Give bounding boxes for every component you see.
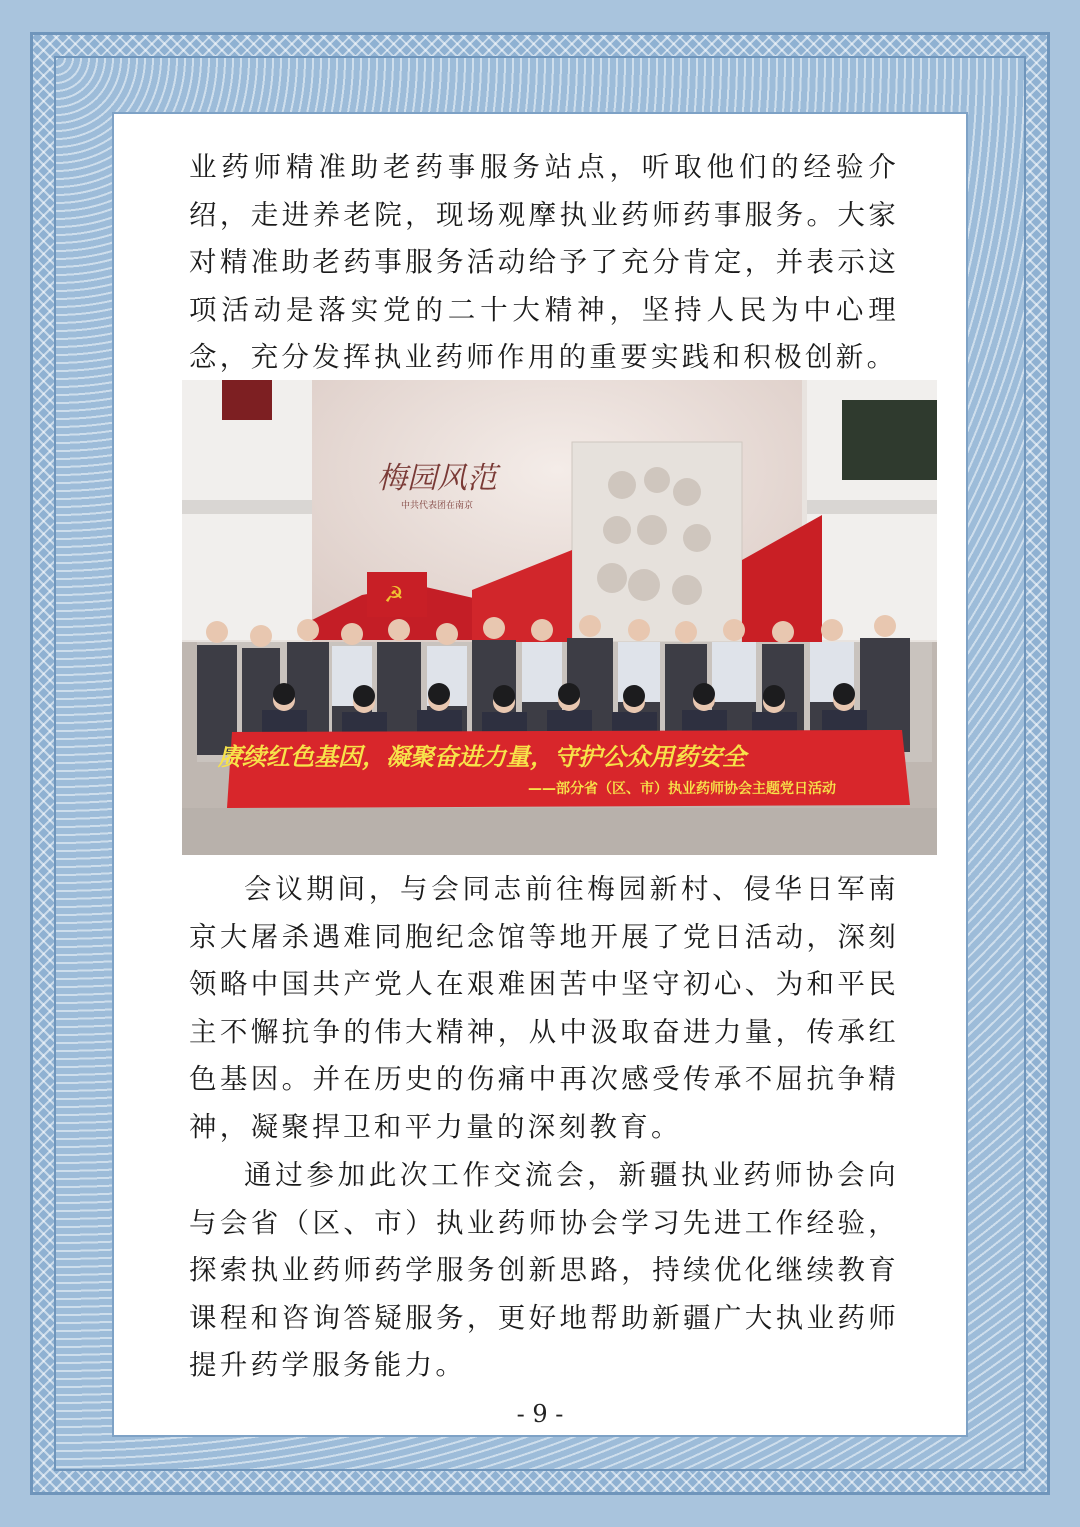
group-photo-illustration (182, 380, 937, 855)
group-photo (182, 380, 937, 855)
banner-main-text: 赓续红色基因，凝聚奋进力量，守护公众用药安全 (218, 743, 746, 771)
page-number: - 9 - (516, 1400, 564, 1428)
paragraph-3: 通过参加此次工作交流会，新疆执业药师协会向与会省（区、市）执业药师协会学习先进工作经验，探索执业药师药学服务创新思路，持续优化继续教育课程和咨询答疑服务，更好地帮助新疆广大执业药师提升药学服务能力。 (189, 1159, 899, 1381)
banner-sub-text: ——部分省（区、市）执业药师协会主题党日活动 (528, 781, 836, 797)
wall-subtitle: 中共代表团在南京 (400, 501, 474, 511)
wall-title: 梅园风范 (377, 461, 497, 496)
party-emblem: ☭ (384, 583, 404, 608)
paragraph-2: 会议期间，与会同志前往梅园新村、侵华日军南京大屠杀遇难同胞纪念馆等地开展了党日活动，深刻领略中国共产党人在艰难困苦中坚守初心、为和平民主不懈抗争的伟大精神，从中汲取奋进力量，传承红色基因。并在历史的伤痛中再次感受传承不屈抗争精神，凝聚捍卫和平力量的深刻教育。 (189, 873, 899, 1143)
page-content (112, 112, 968, 1437)
paragraph-1: 业药师精准助老药事服务站点，听取他们的经验介绍，走进养老院，现场观摩执业药师药事服务。大家对精准助老药事服务活动给予了充分肯定，并表示这项活动是落实党的二十大精神，坚持人民为中心理念，充分发挥执业药师作用的重要实践和积极创新。 (189, 151, 899, 373)
